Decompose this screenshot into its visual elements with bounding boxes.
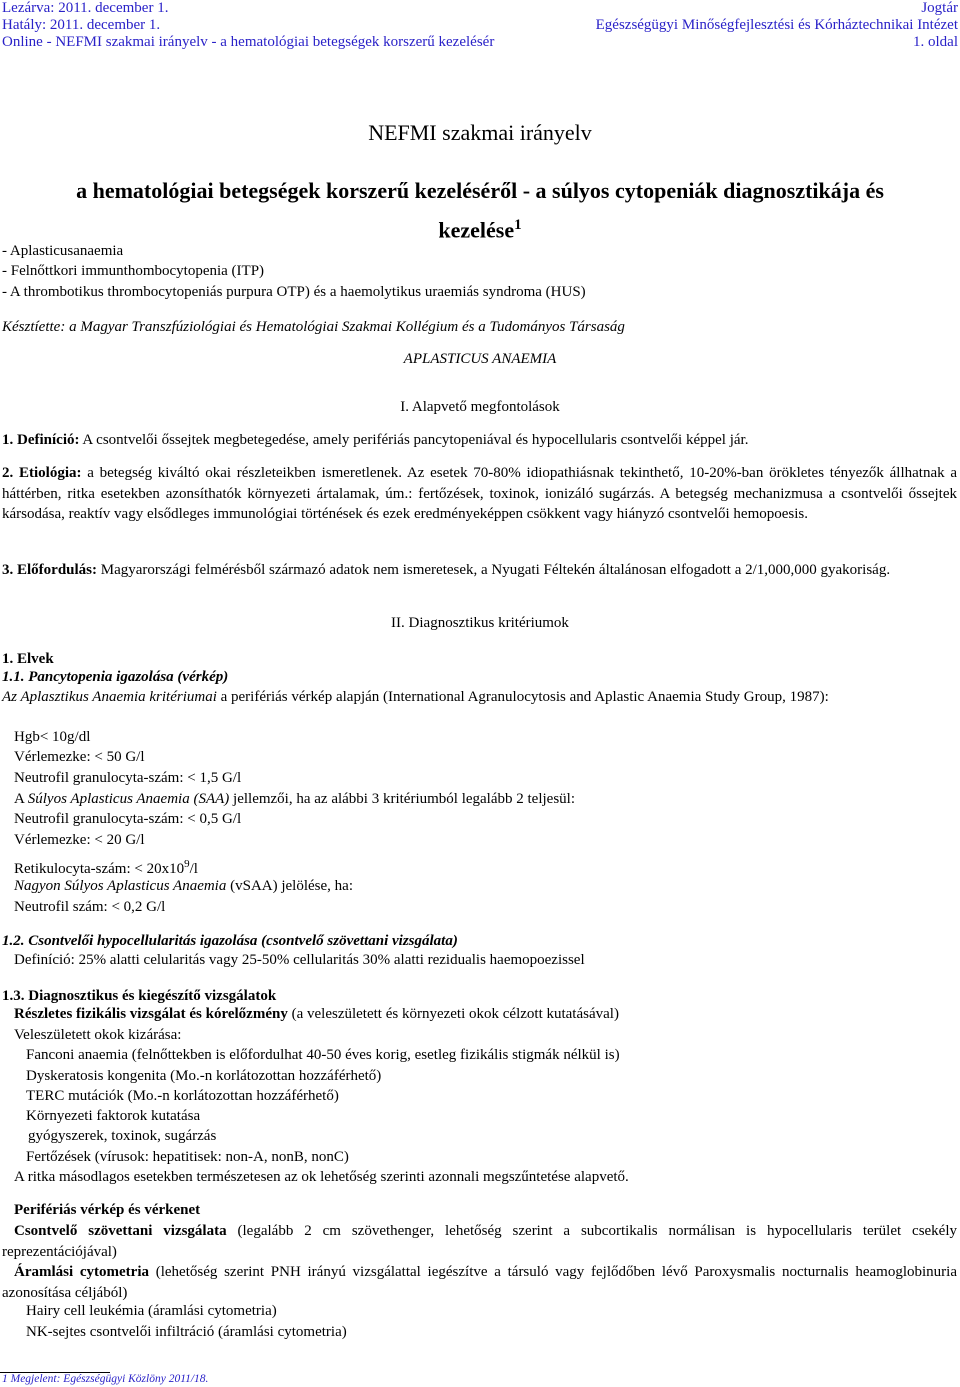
paragraph-number: 3.: [2, 562, 14, 578]
physical-exam-line: [14, 1005, 619, 1023]
criterion-item: Vérlemezke: < 20 G/l: [14, 832, 145, 848]
header-closed-date: Lezárva: 2011. december 1.: [2, 0, 169, 16]
criterion-item-reticulocyte: [14, 855, 198, 878]
saa-intro: [14, 790, 575, 808]
topic-list-item: - Aplasticusanaemia: [2, 243, 124, 259]
header-page-number: 1. oldal: [913, 34, 958, 50]
reticulocyte-unit: /l: [189, 861, 198, 877]
exclusion-item: Környezeti faktorok kutatása: [26, 1108, 201, 1124]
marrow-histology-label: Csontvelő szövettani vizsgálata: [14, 1223, 227, 1239]
blood-smear-heading: Perifériás vérkép és vérkenet: [14, 1202, 201, 1218]
reticulocyte-text: Retikulocyta-szám: < 20x10: [14, 861, 185, 877]
saa-text: jellemzői, ha az alábbi 3 kritériumból legalább 2 teljesül:: [233, 791, 575, 807]
hypocellularity-heading: 1.2. Csontvelői hypocellularitás igazolása (csontvelő szövettani vizsgálata): [2, 933, 458, 949]
vsaa-text: (vSAA) jelölése, ha:: [230, 878, 353, 894]
etiology-text: a betegség kiváltó okai részleteikben ismeretlenek. Az esetek 70-80% idiopathiásnak tekinthető, 10-20%-ban örökletes tényezők állhatnak a háttérben, ritka esetekben azonsíthatók környezeti ártalamak, úm.: fertőzések, toxinok, ionizáló sugárzás. A betegség mechanizmusa a csontvelői őssejtek kársodása, reaktív vagy elsődleges immunológiai történések és ezek eredményeképpen csökkent vagy hiányzó csontvelői hemopoesis.: [2, 465, 958, 522]
heading-basic-considerations: I. Alapvető megfontolások: [400, 399, 560, 415]
occurrence-label: Előfordulás:: [17, 562, 98, 578]
diagnostic-tests-heading: 1.3. Diagnosztikus és kiegészítő vizsgálatok: [2, 988, 277, 1004]
header-effective-date: Hatály: 2011. december 1.: [2, 17, 161, 33]
heading-diagnostic-criteria: II. Diagnosztikus kritériumok: [391, 615, 569, 631]
flow-cytometry-label: Áramlási cytometria: [14, 1264, 149, 1280]
definition-label: Definíció:: [17, 432, 80, 448]
criterion-item: Neutrofil szám: < 0,2 G/l: [14, 899, 166, 915]
criterion-item: Neutrofil granulocyta-szám: < 0,5 G/l: [14, 811, 242, 827]
reticulocyte-exponent: 9: [184, 858, 190, 870]
exclusion-item: Dyskeratosis kongenita (Mo.-n korlátozottan hozzáférhető): [26, 1068, 382, 1084]
saa-label: Súlyos Aplasticus Anaemia (SAA): [27, 791, 230, 807]
marrow-histology-text: (legalább 2 cm szövethenger, lehetőség szerint a subcortikalis normálisan is hypocellularis terület csekély reprezentációjával): [2, 1223, 958, 1260]
flow-item: NK-sejtes csontvelői infiltráció (áramlási cytometria): [26, 1324, 347, 1340]
exclusion-item: Fanconi anaemia (felnőttekben is előfordulhat 40-50 éves korig, esetleg fizikális stigmák nélkül is): [26, 1047, 620, 1063]
vsaa-intro: [14, 877, 353, 895]
definition-text: A csontvelői őssejtek megbetegedése, amely perifériás pancytopeniával és hypocellularis csontvelői képpel jár.: [82, 432, 749, 448]
subtitle-line-2: kezelése: [438, 217, 515, 243]
section-title: APLASTICUS ANAEMIA: [403, 351, 557, 367]
occurrence-text: Magyarországi felmérésből származó adatok nem ismeretesek, a Nyugati Féltekén általánosan elfogadott a 2/1,000,000 gyakoriság.: [100, 562, 891, 578]
physical-exam-text: (a veleszületett és környezeti okok célzott kutatásával): [291, 1006, 619, 1022]
flow-cytometry-text: (lehetőség szerint PNH irányú vizsgálattal iegészítve a társuló vagy fejlődőben lévő Paroxysmalis nocturnalis heamoglobinuria azonosítása céljából): [2, 1264, 957, 1301]
saa-prefix: A: [14, 791, 25, 807]
exclusion-item: TERC mutációk (Mo.-n korlátozottan hozzáférhető): [26, 1088, 339, 1104]
page-subtitle: [0, 176, 960, 245]
footnote-ref: 1: [514, 217, 522, 233]
page-header: [0, 0, 960, 52]
prepared-by: Késztíette: a Magyar Transzfúziológiai és Hematológiai Szakmai Kollégium és a Tudományos Társaság: [2, 319, 625, 335]
subtitle-line-1: a hematológiai betegségek korszerű kezeléséről - a súlyos cytopeniák diagnosztikája és: [76, 178, 884, 203]
paragraph-occurrence: [2, 560, 957, 581]
criterion-item: Hgb< 10g/dl: [14, 729, 91, 745]
page-title: NEFMI szakmai irányelv: [368, 120, 592, 145]
physical-exam-label: Részletes fizikális vizsgálat és kórelőzmény: [14, 1006, 288, 1022]
aa-criteria-label: Az Aplasztikus Anaemia kritériumai: [2, 689, 217, 705]
paragraph-etiology: [2, 463, 957, 525]
aa-criteria-intro: [2, 687, 957, 708]
flow-cytometry-paragraph: [2, 1262, 957, 1303]
criterion-item: Neutrofil granulocyta-szám: < 1,5 G/l: [14, 770, 242, 786]
hypocellularity-definition: Definíció: 25% alatti celularitás vagy 25-50% cellularitás 30% alatti rezidualis haemopoezissel: [14, 952, 585, 968]
aa-criteria-text: a perifériás vérkép alapján (International Agranulocytosis and Aplastic Anaemia Study Group, 1987):: [220, 689, 829, 705]
paragraph-number: 2.: [2, 465, 14, 481]
header-document-title: Online - NEFMI szakmai irányelv - a hematológiai betegségek korszerű kezelésér: [2, 34, 495, 50]
congenital-exclusion-title: Veleszületett okok kizárása:: [14, 1027, 182, 1043]
footnote: 1 Megjelent: Egészségügyi Közlöny 2011/18.: [2, 1373, 209, 1385]
paragraph-definition: [2, 430, 957, 451]
pancytopenia-heading: 1.1. Pancytopenia igazolása (vérkép): [2, 669, 229, 685]
principles-heading: 1. Elvek: [2, 651, 54, 667]
header-institute: Egészségügyi Minőségfejlesztési és Kórháztechnikai Intézet: [595, 17, 958, 33]
topic-list-item: - A thrombotikus thrombocytopeniás purpura OTP) és a haemolytikus uraemiás syndroma (HUS): [2, 284, 586, 300]
exclusion-item: Fertőzések (vírusok: hepatitisek: non-A, nonB, nonC): [26, 1149, 349, 1165]
rare-secondary-note: A ritka másodlagos esetekben természetesen az ok lehetőség szerinti azonnali megszűntetése alapvető.: [14, 1169, 629, 1185]
topic-list-item: - Felnőttkori immunthombocytopenia (ITP): [2, 263, 265, 279]
flow-item: Hairy cell leukémia (áramlási cytometria): [26, 1303, 277, 1319]
header-source: Jogtár: [921, 0, 958, 16]
exclusion-item: gyógyszerek, toxinok, sugárzás: [28, 1128, 217, 1144]
paragraph-number: 1.: [2, 432, 14, 448]
criterion-item: Vérlemezke: < 50 G/l: [14, 749, 145, 765]
etiology-label: Etiológia:: [18, 465, 82, 481]
vsaa-label: Nagyon Súlyos Aplasticus Anaemia: [14, 878, 227, 894]
marrow-histology-paragraph: [2, 1221, 957, 1262]
